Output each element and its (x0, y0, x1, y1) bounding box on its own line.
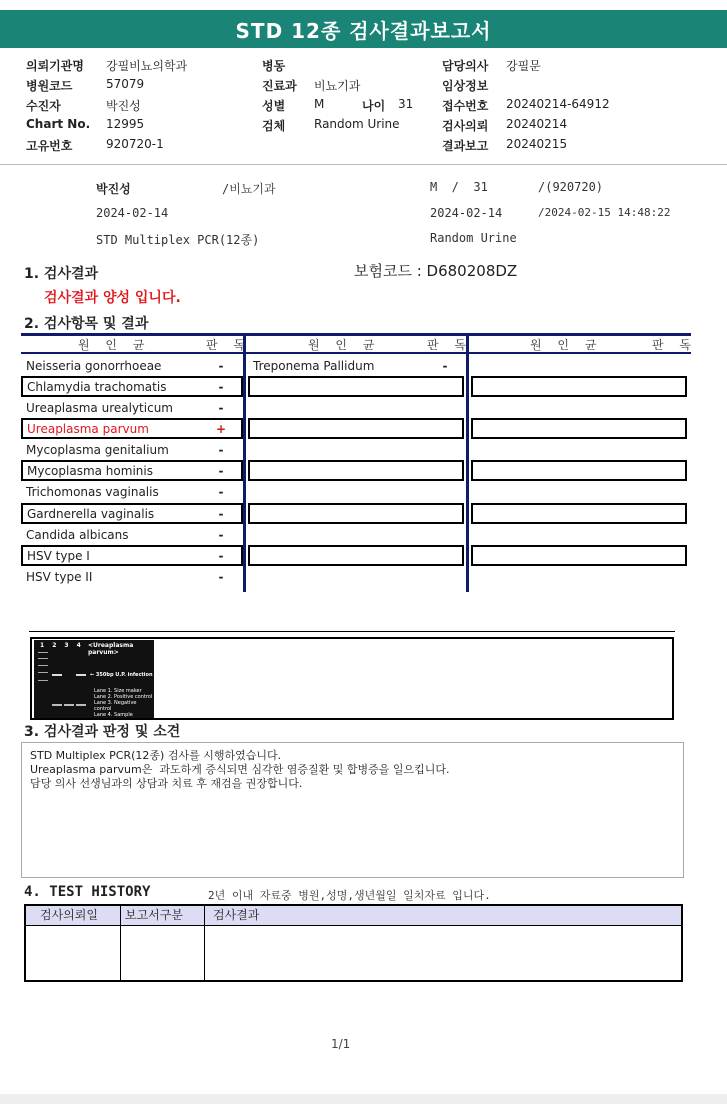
header-col2 (262, 57, 413, 137)
gel-band (52, 674, 62, 676)
header-label: 검체 (262, 119, 286, 133)
pathogen-name: Neisseria gonorrhoeae (26, 359, 162, 373)
header-divider (0, 164, 727, 165)
table-col-divider (243, 333, 246, 592)
header-value: 20240215 (506, 137, 568, 151)
header-label: 담당의사 (442, 59, 489, 73)
gel-marker-band (38, 652, 48, 653)
section3-title: 3. 검사결과 판정 및 소견 (24, 724, 181, 740)
pathogen-result: - (218, 485, 224, 499)
pathogen-name: Candida albicans (26, 528, 129, 542)
col-header-pathogen: 원 인 균 (530, 338, 603, 352)
gel-band (76, 704, 86, 706)
summary-id: /(920720) (538, 180, 604, 194)
history-col-header: 검사의뢰일 (26, 906, 121, 925)
pathogen-name: Chlamydia trachomatis (27, 379, 167, 394)
header-label: 병동 (262, 59, 286, 73)
header-label: 성별 (262, 99, 286, 113)
header-col3 (442, 57, 610, 157)
table-row-empty (248, 460, 464, 481)
findings-line: 담당 의사 선생님과의 상담과 치료 후 재검을 권장합니다. (30, 777, 303, 790)
pathogen-name: Mycoplasma hominis (27, 463, 153, 478)
gel-lane-number: 2 (52, 642, 57, 649)
summary-name: 박진성 (96, 182, 131, 196)
table-row-empty (471, 376, 687, 397)
history-cell (121, 926, 205, 981)
findings-line: Ureaplasma parvum은 과도하게 증식되면 심각한 염증질환 및 합병증을 일으킵니다. (30, 763, 450, 776)
gel-legend-item: Lane 4. Sample (94, 712, 133, 718)
header-label: 접수번호 (442, 99, 489, 113)
gel-lane-number: 3 (64, 642, 69, 649)
gel-electrophoresis-image (34, 640, 154, 718)
header-value: 박진성 (106, 99, 141, 113)
header-label: 결과보고 (442, 139, 489, 153)
insurance-code: 보험코드 : D680208DZ (354, 262, 518, 280)
result-text: 검사결과 양성 입니다. (44, 290, 181, 306)
gel-band (64, 704, 74, 706)
table-row (21, 525, 243, 545)
pathogen-name: Mycoplasma genitalium (26, 443, 169, 457)
section4-title: 4. TEST HISTORY (24, 884, 151, 900)
col-header-judgement: 판 독 (427, 338, 472, 352)
pathogen-result-positive: + (215, 421, 227, 436)
header-value: 920720-1 (106, 137, 164, 151)
header-label: 진료과 (262, 79, 297, 93)
header-label: 병원코드 (26, 79, 73, 93)
pathogen-result: - (218, 401, 224, 415)
table-row-empty (248, 545, 464, 566)
col-header-judgement: 판 독 (206, 338, 251, 352)
table-row-empty (248, 376, 464, 397)
pathogen-result: - (218, 528, 224, 542)
pathogen-name-positive: Ureaplasma parvum (27, 421, 149, 436)
header-value: Random Urine (314, 117, 400, 131)
summary-sex-age: M / 31 (430, 180, 488, 194)
history-col-header: 보고서구분 (121, 906, 205, 925)
pathogen-result: - (218, 463, 224, 478)
table-row-empty (471, 545, 687, 566)
table-row (21, 398, 243, 418)
section1-title: 1. 검사결과 (24, 266, 99, 282)
header-label: 수진자 (26, 99, 61, 113)
gel-band (52, 704, 62, 706)
gel-top-line (29, 631, 675, 632)
header-value: M (314, 97, 325, 111)
table-row (21, 482, 243, 502)
header-label: 고유번호 (26, 139, 73, 153)
history-col-header: 검사결과 (213, 908, 260, 922)
header-label: 임상정보 (442, 79, 489, 93)
history-empty-row (26, 926, 681, 981)
pathogen-name: Gardnerella vaginalis (27, 506, 155, 521)
section2-title: 2. 검사항목 및 결과 (24, 316, 149, 332)
header-col1 (26, 57, 187, 157)
table-row (21, 460, 243, 481)
table-row (21, 418, 243, 439)
gel-marker-band (38, 658, 48, 659)
history-cell (205, 926, 681, 981)
table-col-divider (466, 333, 469, 592)
pathogen-name: HSV type I (27, 548, 90, 563)
col-header-pathogen: 원 인 균 (308, 338, 381, 352)
gel-lane-number: 1 (40, 642, 45, 649)
gel-legend-item: Lane 3. Negative control (94, 700, 137, 712)
summary-date1: 2024-02-14 (96, 206, 169, 220)
table-row-empty (471, 418, 687, 439)
table-row (21, 440, 243, 460)
summary-dept: /비뇨기과 (222, 182, 276, 196)
table-row (21, 356, 243, 376)
page-number: 1/1 (331, 1037, 351, 1051)
gel-caption: <Ureaplasma parvum> (88, 642, 134, 656)
summary-specimen: Random Urine (430, 231, 517, 245)
header-value: 57079 (106, 77, 145, 91)
gel-arrow-label: ← 350bp U.P. infection (90, 672, 153, 678)
header-label: 검사의뢰 (442, 119, 489, 133)
gel-band (76, 674, 86, 676)
summary-date2: 2024-02-14 (430, 206, 503, 220)
header-value: 12995 (106, 117, 145, 131)
pathogen-result: - (442, 359, 448, 373)
findings-box (21, 742, 684, 878)
history-table (24, 904, 683, 982)
gel-marker-band (38, 665, 48, 666)
table-row (21, 567, 243, 587)
header-label: Chart No. (26, 117, 91, 131)
pathogen-result: - (218, 548, 224, 563)
findings-line: STD Multiplex PCR(12종) 검사를 시행하였습니다. (30, 749, 282, 762)
footer-band (0, 1094, 727, 1104)
table-row-empty (248, 418, 464, 439)
pathogen-result: - (218, 570, 224, 584)
pathogen-result: - (218, 443, 224, 457)
table-row-empty (471, 460, 687, 481)
gel-legend (94, 688, 154, 718)
header-value: 강필문 (506, 59, 541, 73)
report-title: STD 12종 검사결과보고서 (0, 10, 727, 48)
pathogen-name: HSV type II (26, 570, 93, 584)
gel-legend-item: Lane 1. Size maker (94, 688, 142, 694)
header-label: 의뢰기관명 (26, 59, 84, 73)
gel-lane-number: 4 (76, 642, 81, 649)
header-value: 20240214-64912 (506, 97, 610, 111)
header-value: 20240214 (506, 117, 568, 131)
age-label: 나이 (362, 99, 386, 113)
pathogen-result: - (218, 359, 224, 373)
pathogen-result: - (218, 379, 224, 394)
history-cell (26, 926, 121, 981)
table-row (21, 545, 243, 566)
table-row (21, 503, 243, 524)
summary-report-time: /2024-02-15 14:48:22 (538, 206, 671, 219)
gel-legend-item: Lane 2. Positive control (94, 694, 153, 700)
header-value: 비뇨기과 (314, 79, 361, 93)
gel-marker-band (38, 672, 48, 673)
history-header-row (26, 906, 681, 926)
table-row (248, 356, 464, 376)
header-value: 강필비뇨의학과 (106, 59, 188, 73)
pathogen-name: Ureaplasma urealyticum (26, 401, 173, 415)
pathogen-name: Trichomonas vaginalis (26, 485, 159, 499)
pathogen-name: Treponema Pallidum (253, 359, 375, 373)
gel-marker-band (38, 680, 48, 681)
table-row-empty (471, 503, 687, 524)
history-note: 2년 이내 자료중 병원,성명,생년월일 일치자료 입니다. (208, 889, 491, 902)
summary-test-name: STD Multiplex PCR(12종) (96, 233, 260, 247)
col-header-pathogen: 원 인 균 (78, 338, 151, 352)
col-header-judgement: 판 독 (652, 338, 697, 352)
table-row-empty (248, 503, 464, 524)
table-row (21, 376, 243, 397)
age-value: 31 (398, 97, 414, 111)
pathogen-result: - (218, 506, 224, 521)
